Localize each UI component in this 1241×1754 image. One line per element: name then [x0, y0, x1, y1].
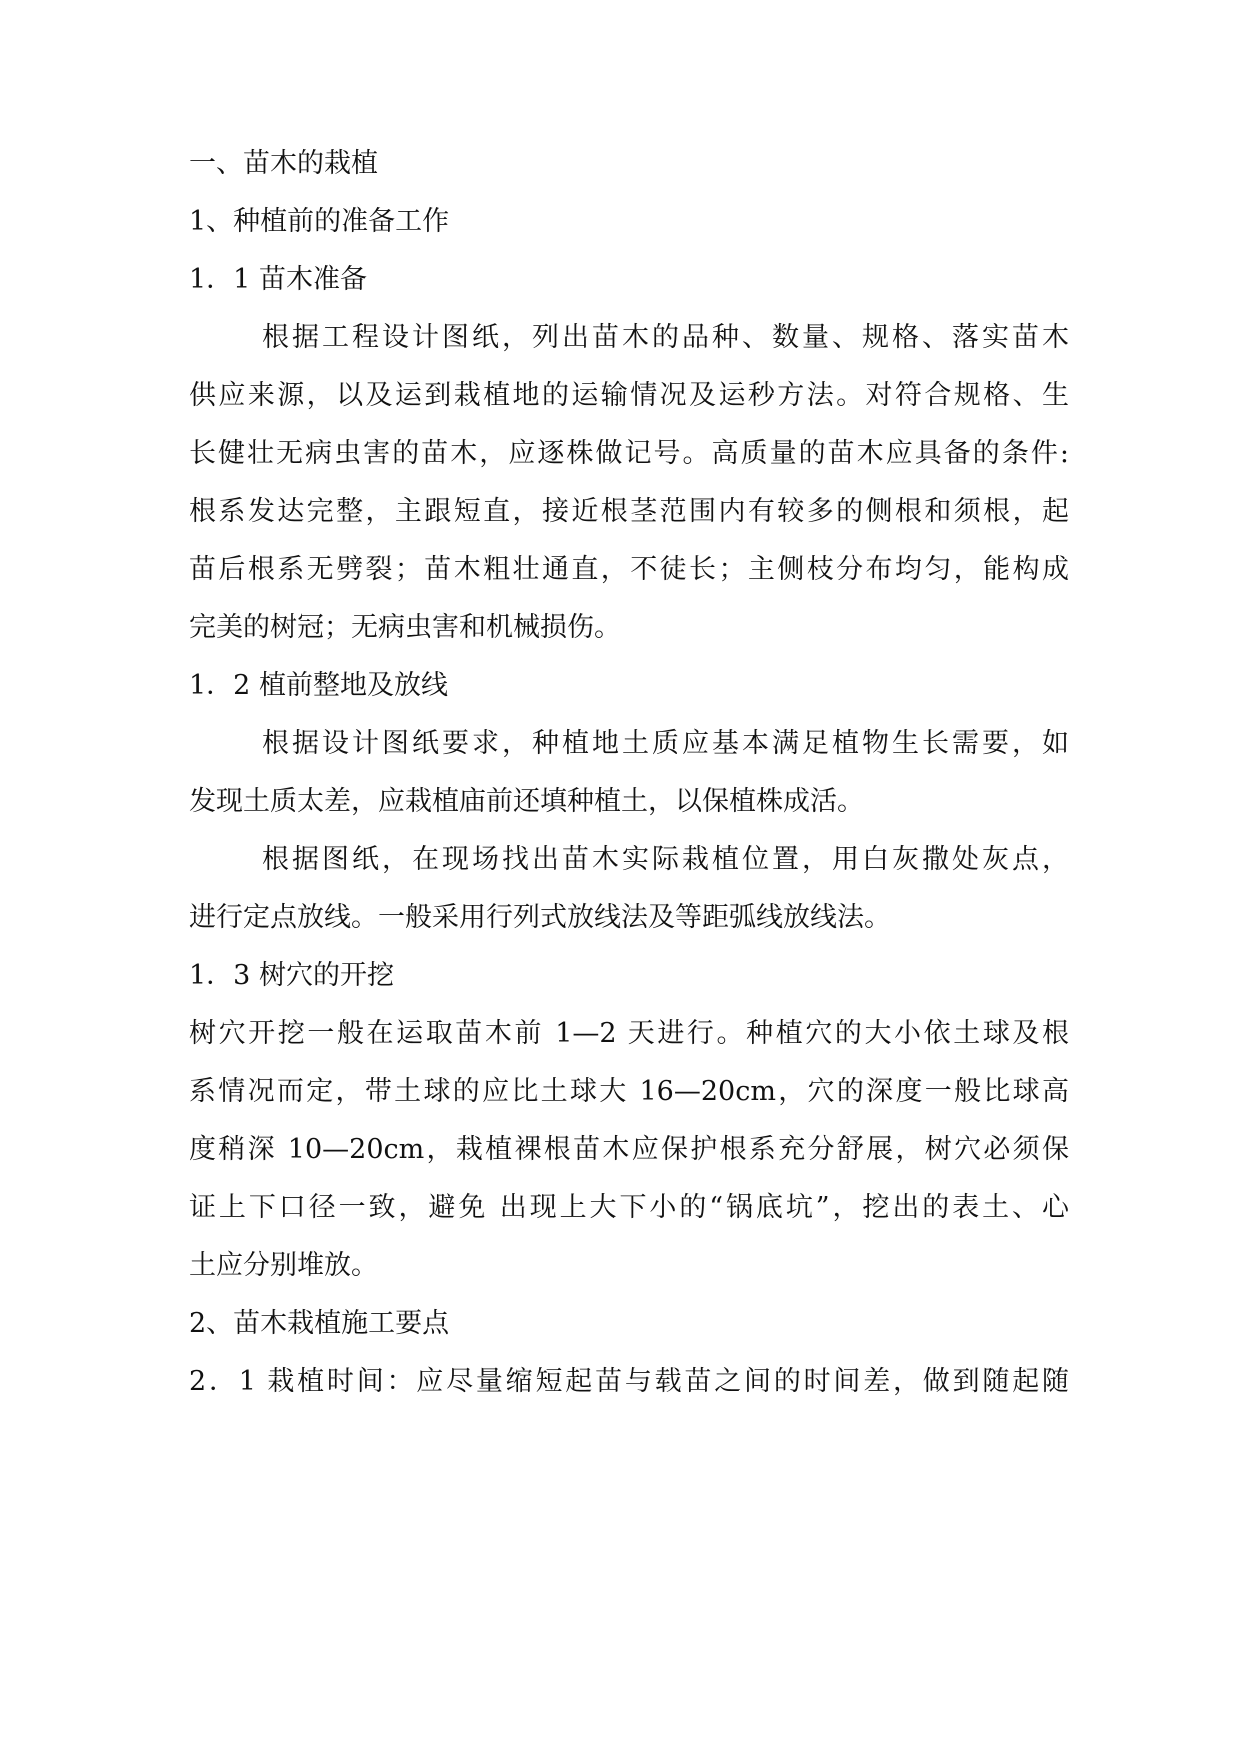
paragraph-line: 发现土质太差，应栽植庙前还填种植土，以保植株成活。	[189, 786, 864, 817]
subsubsection-heading-1-3: 1．3 树穴的开挖	[189, 960, 394, 991]
subsection-heading-1: 1、种植前的准备工作	[189, 206, 450, 237]
subsubsection-heading-1-2: 1．2 植前整地及放线	[189, 670, 448, 701]
paragraph-line: 苗后根系无劈裂；苗木粗壮通直，不徒长；主侧枝分布均匀，能构成	[189, 554, 1069, 585]
paragraph-line: 完美的树冠；无病虫害和机械损伤。	[189, 612, 621, 643]
paragraph-line: 供应来源，以及运到栽植地的运输情况及运秒方法。对符合规格、生	[189, 380, 1069, 411]
paragraph-line: 2．1 栽植时间：应尽量缩短起苗与载苗之间的时间差，做到随起随	[189, 1366, 1069, 1397]
paragraph-line: 系情况而定，带土球的应比土球大 16—20cm，穴的深度一般比球高	[189, 1076, 1069, 1107]
paragraph-line: 度稍深 10—20cm，栽植裸根苗木应保护根系充分舒展，树穴必须保	[189, 1134, 1069, 1165]
paragraph-line: 根据设计图纸要求，种植地土质应基本满足植物生长需要，如	[262, 728, 1069, 759]
paragraph-line: 根据图纸，在现场找出苗木实际栽植位置，用白灰撒处灰点，	[262, 844, 1069, 875]
paragraph-line: 进行定点放线。一般采用行列式放线法及等距弧线放线法。	[189, 902, 891, 933]
paragraph-line: 长健壮无病虫害的苗木，应逐株做记号。高质量的苗木应具备的条件:	[189, 438, 1069, 469]
section-heading-1: 一、苗木的栽植	[189, 148, 378, 179]
paragraph-line: 证上下口径一致，避免 出现上大下小的“锅底坑”，挖出的表土、心	[189, 1192, 1069, 1223]
subsection-heading-2: 2、苗木栽植施工要点	[189, 1308, 450, 1339]
paragraph-line: 根据工程设计图纸，列出苗木的品种、数量、规格、落实苗木	[262, 322, 1069, 353]
paragraph-line: 土应分别堆放。	[189, 1250, 378, 1281]
paragraph-line: 根系发达完整，主跟短直，接近根茎范围内有较多的侧根和须根，起	[189, 496, 1069, 527]
subsubsection-heading-1-1: 1．1 苗木准备	[189, 264, 367, 295]
paragraph-line: 树穴开挖一般在运取苗木前 1—2 天进行。种植穴的大小依土球及根	[189, 1018, 1069, 1049]
